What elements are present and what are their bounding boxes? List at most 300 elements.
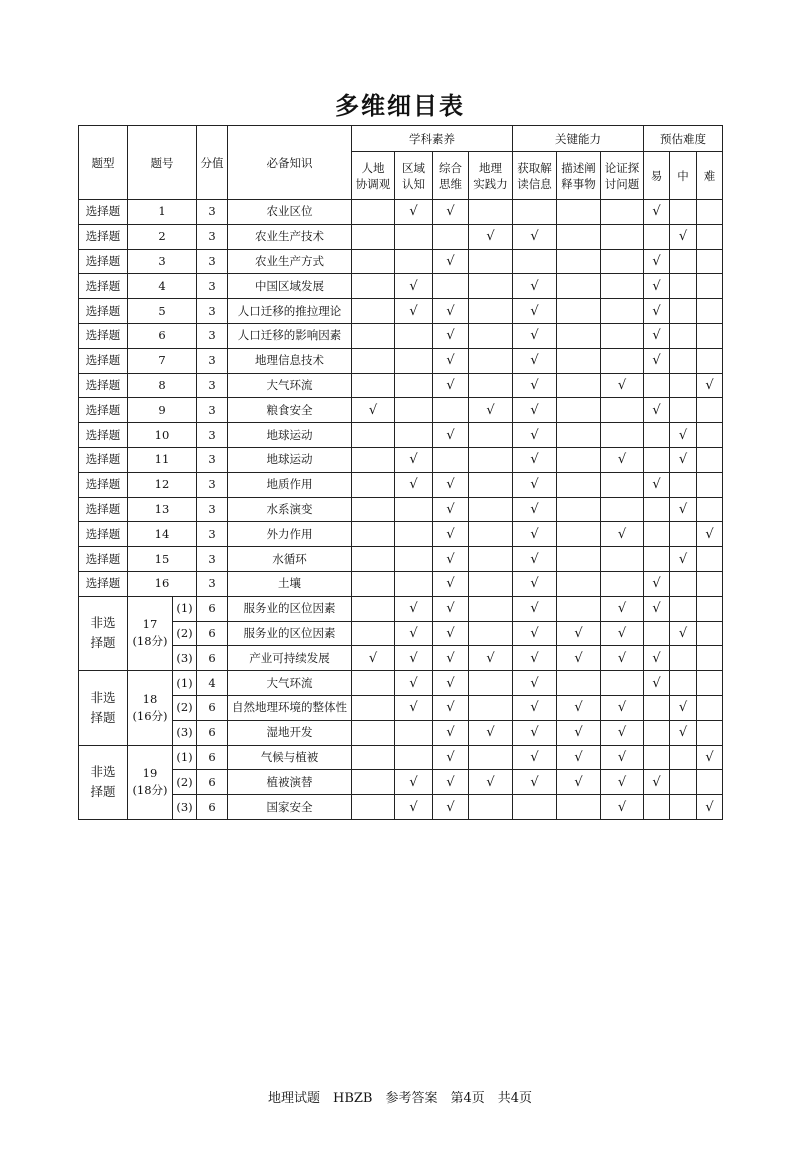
check-mark: √ [513, 671, 557, 696]
question-score: 3 [197, 547, 228, 572]
question-score: 6 [197, 770, 228, 795]
check-mark: √ [433, 596, 469, 621]
empty-cell [557, 224, 601, 249]
empty-cell [670, 646, 697, 671]
empty-cell [352, 522, 395, 547]
question-type: 选择题 [79, 224, 128, 249]
check-mark: √ [513, 472, 557, 497]
check-mark: √ [433, 671, 469, 696]
empty-cell [352, 274, 395, 299]
empty-cell [697, 447, 723, 472]
question-knowledge: 产业可持续发展 [228, 646, 352, 671]
header-line: 讨问题 [604, 176, 640, 191]
question-knowledge: 地质作用 [228, 472, 352, 497]
check-mark: √ [644, 348, 670, 373]
empty-cell [469, 497, 513, 522]
empty-cell [557, 596, 601, 621]
empty-cell [352, 423, 395, 448]
table-row [79, 720, 723, 745]
empty-cell [433, 398, 469, 423]
empty-cell [352, 547, 395, 572]
empty-cell [395, 522, 433, 547]
check-mark: √ [513, 497, 557, 522]
empty-cell [601, 423, 644, 448]
empty-cell [395, 571, 433, 596]
check-mark: √ [433, 522, 469, 547]
table-row [79, 299, 723, 324]
check-mark: √ [644, 299, 670, 324]
empty-cell [697, 720, 723, 745]
question-type [79, 671, 128, 745]
check-mark: √ [395, 695, 433, 720]
header-ability-group: 关键能力 [513, 126, 644, 152]
question-number: 7 [128, 348, 197, 373]
check-mark: √ [601, 646, 644, 671]
question-score: 3 [197, 299, 228, 324]
check-mark: √ [433, 646, 469, 671]
empty-cell [352, 249, 395, 274]
empty-cell [469, 522, 513, 547]
empty-cell [557, 249, 601, 274]
question-score: 3 [197, 373, 228, 398]
empty-cell [352, 720, 395, 745]
question-score: 3 [197, 200, 228, 225]
check-mark: √ [395, 621, 433, 646]
empty-cell [697, 646, 723, 671]
check-mark: √ [433, 249, 469, 274]
header-line: 综合 [439, 160, 462, 175]
check-mark: √ [670, 423, 697, 448]
check-mark: √ [395, 299, 433, 324]
table-row [79, 249, 723, 274]
empty-cell [697, 274, 723, 299]
empty-cell [513, 795, 557, 820]
question-knowledge: 国家安全 [228, 795, 352, 820]
table-row [79, 547, 723, 572]
empty-cell [557, 522, 601, 547]
sub-question: (3) [173, 646, 197, 671]
header-line: 协调观 [355, 176, 391, 191]
type-line: 非选 [90, 615, 116, 631]
empty-cell [469, 299, 513, 324]
empty-cell [395, 547, 433, 572]
check-mark: √ [433, 547, 469, 572]
empty-cell [352, 671, 395, 696]
empty-cell [469, 571, 513, 596]
question-type: 选择题 [79, 472, 128, 497]
header-difficulty-hard: 难 [697, 152, 723, 200]
check-mark: √ [433, 695, 469, 720]
check-mark: √ [513, 770, 557, 795]
question-type: 选择题 [79, 249, 128, 274]
question-type: 选择题 [79, 522, 128, 547]
empty-cell [469, 423, 513, 448]
question-score: 6 [197, 745, 228, 770]
empty-cell [433, 224, 469, 249]
check-mark: √ [670, 720, 697, 745]
empty-cell [352, 373, 395, 398]
empty-cell [697, 547, 723, 572]
empty-cell [644, 497, 670, 522]
empty-cell [395, 348, 433, 373]
check-mark: √ [644, 646, 670, 671]
question-number: 13 [128, 497, 197, 522]
empty-cell [644, 423, 670, 448]
empty-cell [352, 323, 395, 348]
empty-cell [469, 671, 513, 696]
empty-cell [352, 695, 395, 720]
empty-cell [395, 720, 433, 745]
empty-cell [395, 249, 433, 274]
check-mark: √ [513, 571, 557, 596]
check-mark: √ [644, 596, 670, 621]
number-line: 17 [142, 617, 158, 632]
empty-cell [513, 249, 557, 274]
empty-cell [670, 522, 697, 547]
check-mark: √ [395, 646, 433, 671]
check-mark: √ [697, 373, 723, 398]
question-knowledge: 人口迁移的推拉理论 [228, 299, 352, 324]
question-score: 6 [197, 621, 228, 646]
header-line: 读信息 [517, 176, 552, 191]
question-type: 选择题 [79, 200, 128, 225]
empty-cell [670, 596, 697, 621]
empty-cell [395, 224, 433, 249]
question-type: 选择题 [79, 323, 128, 348]
empty-cell [557, 323, 601, 348]
empty-cell [697, 571, 723, 596]
empty-cell [697, 671, 723, 696]
header-line: 论证探 [604, 160, 640, 175]
check-mark: √ [601, 373, 644, 398]
empty-cell [557, 348, 601, 373]
empty-cell [395, 373, 433, 398]
sub-question: (2) [173, 695, 197, 720]
empty-cell [352, 224, 395, 249]
question-score: 6 [197, 695, 228, 720]
table-row [79, 596, 723, 621]
sub-question: (3) [173, 795, 197, 820]
empty-cell [352, 770, 395, 795]
page-footer: 地理试题 HBZB 参考答案 第4页 共4页 [267, 1091, 533, 1106]
empty-cell [644, 447, 670, 472]
table-row [79, 472, 723, 497]
question-type: 选择题 [79, 571, 128, 596]
empty-cell [469, 348, 513, 373]
check-mark: √ [513, 695, 557, 720]
empty-cell [557, 447, 601, 472]
question-number: 6 [128, 323, 197, 348]
header-line: 思维 [439, 176, 462, 191]
header-line: 释事物 [561, 176, 596, 191]
question-score: 3 [197, 423, 228, 448]
points-line: (16分) [132, 708, 168, 723]
empty-cell [557, 274, 601, 299]
empty-cell [469, 200, 513, 225]
check-mark: √ [601, 795, 644, 820]
check-mark: √ [670, 447, 697, 472]
check-mark: √ [644, 200, 670, 225]
points-line: (18分) [132, 634, 168, 649]
empty-cell [469, 274, 513, 299]
header-ability-3 [601, 152, 644, 200]
check-mark: √ [601, 596, 644, 621]
empty-cell [697, 695, 723, 720]
table-row [79, 695, 723, 720]
question-number: 4 [128, 274, 197, 299]
empty-cell [352, 299, 395, 324]
sub-question: (2) [173, 770, 197, 795]
check-mark: √ [469, 398, 513, 423]
question-knowledge: 植被演替 [228, 770, 352, 795]
check-mark: √ [433, 571, 469, 596]
check-mark: √ [601, 522, 644, 547]
question-number: 1 [128, 200, 197, 225]
question-number: 5 [128, 299, 197, 324]
question-knowledge: 水系演变 [228, 497, 352, 522]
question-number [128, 596, 173, 670]
question-type: 选择题 [79, 423, 128, 448]
empty-cell [670, 299, 697, 324]
header-ability-1 [513, 152, 557, 200]
check-mark: √ [601, 695, 644, 720]
header-literacy-4 [469, 152, 513, 200]
question-type: 选择题 [79, 274, 128, 299]
header-line: 获取解 [517, 160, 552, 175]
question-score: 3 [197, 224, 228, 249]
empty-cell [352, 795, 395, 820]
question-score: 6 [197, 720, 228, 745]
question-type: 选择题 [79, 497, 128, 522]
empty-cell [469, 695, 513, 720]
empty-cell [557, 398, 601, 423]
empty-cell [670, 348, 697, 373]
empty-cell [513, 200, 557, 225]
header-literacy-1 [352, 152, 395, 200]
empty-cell [352, 571, 395, 596]
empty-cell [601, 671, 644, 696]
question-score: 6 [197, 596, 228, 621]
check-mark: √ [433, 795, 469, 820]
empty-cell [644, 745, 670, 770]
question-number: 11 [128, 447, 197, 472]
type-line: 非选 [90, 689, 116, 705]
check-mark: √ [395, 200, 433, 225]
table-row [79, 274, 723, 299]
header-knowledge: 必备知识 [228, 126, 352, 200]
empty-cell [395, 497, 433, 522]
check-mark: √ [469, 646, 513, 671]
empty-cell [557, 497, 601, 522]
question-number: 12 [128, 472, 197, 497]
check-mark: √ [513, 621, 557, 646]
check-mark: √ [513, 745, 557, 770]
check-mark: √ [557, 695, 601, 720]
empty-cell [469, 249, 513, 274]
sub-question: (2) [173, 621, 197, 646]
empty-cell [697, 224, 723, 249]
empty-cell [601, 249, 644, 274]
table-row [79, 621, 723, 646]
question-knowledge: 湿地开发 [228, 720, 352, 745]
check-mark: √ [513, 398, 557, 423]
question-number: 15 [128, 547, 197, 572]
check-mark: √ [395, 596, 433, 621]
table-row [79, 497, 723, 522]
empty-cell [670, 274, 697, 299]
question-score: 4 [197, 671, 228, 696]
question-knowledge: 中国区域发展 [228, 274, 352, 299]
question-score: 3 [197, 274, 228, 299]
empty-cell [697, 770, 723, 795]
question-number: 3 [128, 249, 197, 274]
question-number: 16 [128, 571, 197, 596]
empty-cell [670, 323, 697, 348]
question-knowledge: 自然地理环境的整体性 [228, 695, 352, 720]
header-score: 分值 [197, 126, 228, 200]
empty-cell [601, 348, 644, 373]
type-line: 择题 [90, 784, 116, 800]
check-mark: √ [513, 323, 557, 348]
check-mark: √ [513, 224, 557, 249]
question-knowledge: 农业生产技术 [228, 224, 352, 249]
table-row [79, 200, 723, 225]
number-line: 19 [142, 766, 158, 781]
question-score: 3 [197, 348, 228, 373]
question-score: 3 [197, 497, 228, 522]
empty-cell [697, 323, 723, 348]
check-mark: √ [395, 447, 433, 472]
table-row [79, 522, 723, 547]
question-knowledge: 服务业的区位因素 [228, 621, 352, 646]
check-mark: √ [601, 770, 644, 795]
empty-cell [670, 770, 697, 795]
check-mark: √ [352, 398, 395, 423]
empty-cell [557, 423, 601, 448]
table-row [79, 770, 723, 795]
header-ability-2 [557, 152, 601, 200]
empty-cell [352, 497, 395, 522]
empty-cell [697, 249, 723, 274]
check-mark: √ [433, 299, 469, 324]
empty-cell [395, 323, 433, 348]
empty-cell [670, 745, 697, 770]
empty-cell [601, 274, 644, 299]
check-mark: √ [644, 274, 670, 299]
check-mark: √ [557, 720, 601, 745]
question-type [79, 596, 128, 670]
specification-table [78, 125, 723, 820]
check-mark: √ [513, 646, 557, 671]
table-row [79, 571, 723, 596]
question-knowledge: 气候与植被 [228, 745, 352, 770]
header-line: 区域 [402, 160, 425, 175]
empty-cell [557, 200, 601, 225]
question-score: 3 [197, 447, 228, 472]
header-line: 地理 [479, 160, 502, 175]
check-mark: √ [557, 745, 601, 770]
check-mark: √ [513, 423, 557, 448]
empty-cell [601, 323, 644, 348]
empty-cell [697, 472, 723, 497]
empty-cell [601, 547, 644, 572]
check-mark: √ [513, 720, 557, 745]
table-row [79, 323, 723, 348]
question-knowledge: 水循环 [228, 547, 352, 572]
points-line: (18分) [132, 783, 168, 798]
check-mark: √ [433, 497, 469, 522]
question-knowledge: 人口迁移的影响因素 [228, 323, 352, 348]
check-mark: √ [433, 770, 469, 795]
check-mark: √ [513, 547, 557, 572]
header-number: 题号 [128, 126, 197, 200]
empty-cell [469, 745, 513, 770]
empty-cell [469, 596, 513, 621]
check-mark: √ [469, 224, 513, 249]
header-line: 人地 [361, 160, 385, 175]
empty-cell [469, 373, 513, 398]
check-mark: √ [433, 621, 469, 646]
check-mark: √ [670, 224, 697, 249]
check-mark: √ [433, 472, 469, 497]
header-line: 实践力 [473, 176, 508, 191]
check-mark: √ [395, 472, 433, 497]
check-mark: √ [670, 547, 697, 572]
empty-cell [352, 472, 395, 497]
table-row [79, 447, 723, 472]
empty-cell [469, 795, 513, 820]
check-mark: √ [557, 770, 601, 795]
check-mark: √ [670, 695, 697, 720]
empty-cell [601, 472, 644, 497]
empty-cell [395, 745, 433, 770]
check-mark: √ [697, 795, 723, 820]
question-type: 选择题 [79, 373, 128, 398]
check-mark: √ [697, 522, 723, 547]
empty-cell [670, 200, 697, 225]
empty-cell [644, 547, 670, 572]
empty-cell [433, 274, 469, 299]
empty-cell [601, 398, 644, 423]
empty-cell [469, 323, 513, 348]
check-mark: √ [433, 423, 469, 448]
header-literacy-3 [433, 152, 469, 200]
empty-cell [697, 497, 723, 522]
empty-cell [395, 398, 433, 423]
question-knowledge: 地球运动 [228, 423, 352, 448]
table-row [79, 348, 723, 373]
question-number [128, 671, 173, 745]
empty-cell [352, 447, 395, 472]
table-row [79, 745, 723, 770]
question-score: 3 [197, 398, 228, 423]
empty-cell [601, 299, 644, 324]
question-knowledge: 粮食安全 [228, 398, 352, 423]
check-mark: √ [601, 745, 644, 770]
empty-cell [697, 398, 723, 423]
table-row [79, 646, 723, 671]
check-mark: √ [513, 274, 557, 299]
question-number: 9 [128, 398, 197, 423]
check-mark: √ [513, 447, 557, 472]
question-knowledge: 农业生产方式 [228, 249, 352, 274]
empty-cell [352, 621, 395, 646]
empty-cell [469, 472, 513, 497]
type-line: 非选 [90, 764, 116, 780]
empty-cell [644, 373, 670, 398]
question-type: 选择题 [79, 447, 128, 472]
empty-cell [670, 398, 697, 423]
